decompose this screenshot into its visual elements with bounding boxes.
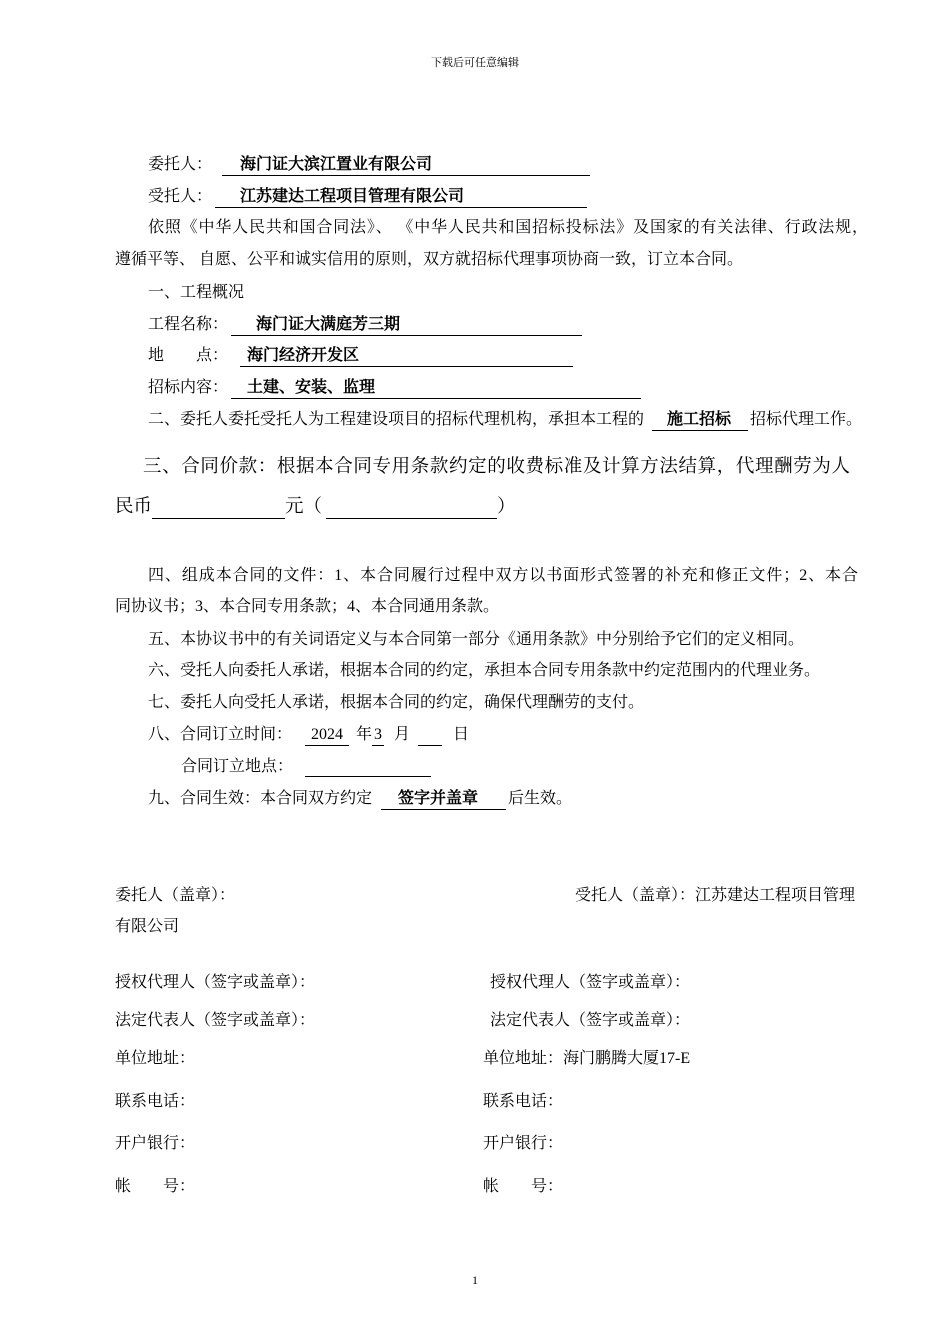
section2-suffix: 招标代理工作。 [750, 411, 863, 428]
client-legal-rep-label: 法定代表人（签字或盖章）： [115, 1012, 316, 1029]
contract-month-field: 3 [372, 725, 384, 746]
agent-account-label: 帐 号： [483, 1178, 564, 1195]
contract-place-line [181, 757, 431, 777]
section5-text: 五、本协议书中的有关词语定义与本合同第一部分《通用条款》中分别给予它们的定义相同。 [148, 631, 805, 648]
location-label: 地 点： [148, 347, 229, 364]
section3-line-2 [115, 495, 516, 519]
client-authorized-rep-label: 授权代理人（签字或盖章）： [115, 974, 316, 991]
location-field: 海门经济开发区 [240, 346, 573, 367]
agent-line [148, 187, 587, 208]
contract-date-line [148, 725, 469, 746]
section4-line-1: 四、组成本合同的文件：1、本合同履行过程中双方以书面形式签署的补充和修正文件；2、本合 [148, 567, 858, 584]
section9-suffix: 后生效。 [508, 790, 573, 807]
section6-text: 六、受托人向委托人承诺，根据本合同的约定，承担本合同专用条款中约定范围内的代理业务。 [148, 662, 821, 679]
agent-label: 受托人： [148, 188, 213, 205]
location-line [148, 346, 573, 367]
client-seal-label: 委托人（盖章）： [115, 887, 236, 904]
agent-legal-rep-label: 法定代表人（签字或盖章）： [490, 1012, 691, 1029]
agent-phone-label: 联系电话： [483, 1093, 564, 1110]
amount-in-words-blank [326, 495, 497, 519]
client-label: 委托人： [148, 156, 213, 173]
tender-type-field: 施工招标 [652, 410, 748, 431]
scope-label: 招标内容： [148, 379, 229, 396]
contract-year-field: 2024 [305, 725, 349, 746]
section1-title: 一、工程概况 [148, 284, 245, 301]
section3-line-1: 三、合同价款：根据本合同专用条款约定的收费标准及计算方法结算，代理酬劳为人 [143, 457, 850, 477]
intro-line-2: 遵循平等、 自愿、公平和诚实信用的原则，双方就招标代理事项协商一致，订立本合同。 [115, 251, 744, 268]
amount-close-paren: ） [497, 497, 516, 517]
section4-line-2: 同协议书；3、本合同专用条款；4、本合同通用条款。 [115, 598, 500, 615]
page-header-note: 下载后可任意编辑 [431, 57, 519, 69]
intro-line-1: 依照《中华人民共和国合同法》、 《中华人民共和国招标投标法》及国家的有关法律、行政法规， [148, 219, 868, 236]
section2-prefix: 二、委托人委托受托人为工程建设项目的招标代理机构，承担本工程的 [148, 411, 645, 428]
agent-seal-line-2: 有限公司 [115, 918, 180, 935]
contract-date-label: 八、合同订立时间： [148, 726, 293, 743]
day-unit: 日 [453, 726, 470, 743]
section7-text: 七、委托人向受托人承诺，根据本合同的约定，确保代理酬劳的支付。 [148, 694, 645, 711]
amount-unit: 元（ [285, 497, 323, 517]
client-bank-label: 开户银行： [115, 1135, 196, 1152]
scope-field: 土建、安装、监理 [231, 378, 641, 399]
project-name-label: 工程名称： [148, 316, 229, 333]
client-address-label: 单位地址： [115, 1050, 196, 1067]
section9-prefix: 九、合同生效：本合同双方约定 [148, 790, 373, 807]
amount-blank [152, 495, 285, 519]
contract-place-blank [305, 757, 431, 777]
scope-line [148, 378, 641, 399]
year-unit: 年 [356, 726, 373, 743]
currency-label: 民币 [115, 497, 153, 517]
client-account-label: 帐 号： [115, 1178, 196, 1195]
section9-line [148, 789, 572, 810]
client-phone-label: 联系电话： [115, 1093, 196, 1110]
agent-authorized-rep-label: 授权代理人（签字或盖章）： [490, 974, 691, 991]
agent-address: 单位地址：海门鹏腾大厦17-E [483, 1050, 691, 1067]
project-name-line [148, 315, 582, 336]
month-unit: 月 [394, 726, 411, 743]
agent-seal-line-1: 受托人（盖章）：江苏建达工程项目管理 [575, 887, 856, 904]
contract-day-blank [418, 725, 442, 746]
section2-line [148, 410, 862, 431]
project-name-field: 海门证大满庭芳三期 [231, 315, 582, 336]
client-line [148, 155, 590, 176]
contract-place-label: 合同订立地点： [181, 758, 294, 775]
agent-bank-label: 开户银行： [483, 1135, 564, 1152]
effective-condition-field: 签字并盖章 [381, 789, 506, 810]
agent-name-field: 江苏建达工程项目管理有限公司 [215, 187, 587, 208]
client-name-field: 海门证大滨江置业有限公司 [222, 155, 590, 176]
page-number: 1 [472, 1273, 478, 1287]
